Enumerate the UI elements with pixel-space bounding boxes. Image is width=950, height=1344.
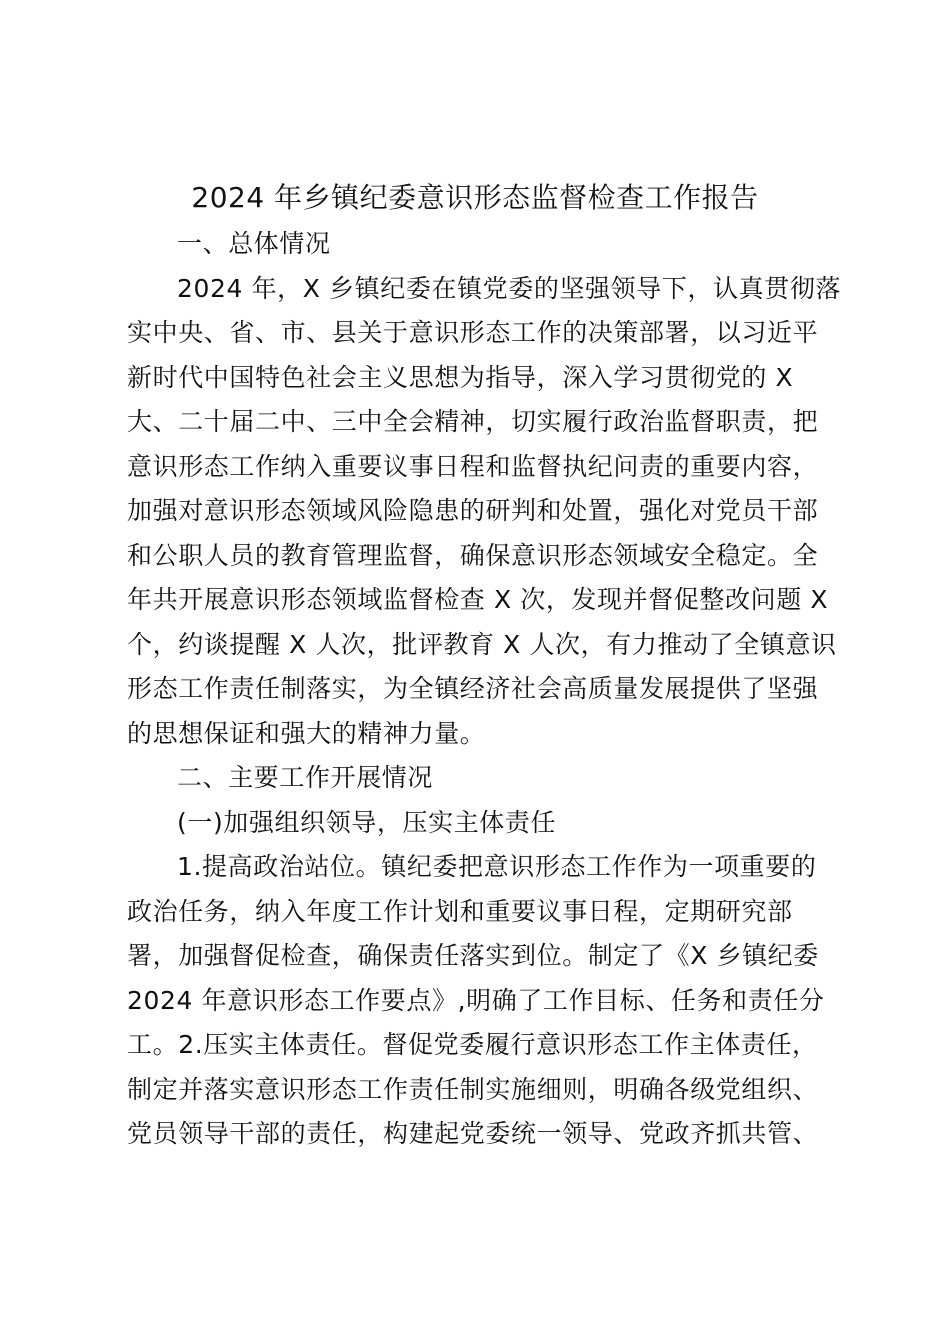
section-heading-overview: 一、总体情况 <box>177 229 331 258</box>
paragraph-line: 署，加强督促检查，确保责任落实到位。制定了《X 乡镇纪委 <box>127 941 819 970</box>
paragraph-line: 个，约谈提醒 X 人次，批评教育 X 人次，有力推动了全镇意识 <box>127 630 837 659</box>
subsection-heading: (一)加强组织领导，压实主体责任 <box>177 808 557 837</box>
paragraph-line: 党员领导干部的责任，构建起党委统一领导、党政齐抓共管、 <box>127 1119 819 1148</box>
paragraph-line: 形态工作责任制落实，为全镇经济社会高质量发展提供了坚强 <box>127 674 819 703</box>
paragraph-line: 实中央、省、市、县关于意识形态工作的决策部署，以习近平 <box>127 318 819 347</box>
paragraph-line: 的思想保证和强大的精神力量。 <box>127 719 486 748</box>
paragraph-line: 年共开展意识形态领域监督检查 X 次，发现并督促整改问题 X <box>127 585 829 614</box>
paragraph-line: 加强对意识形态领域风险隐患的研判和处置，强化对党员干部 <box>127 496 819 525</box>
paragraph-line: 1.提高政治站位。镇纪委把意识形态工作作为一项重要的 <box>177 852 817 881</box>
paragraph-line: 工。2.压实主体责任。督促党委履行意识形态工作主体责任， <box>127 1030 818 1059</box>
paragraph-line: 新时代中国特色社会主义思想为指导，深入学习贯彻党的 X <box>127 363 794 392</box>
document-title: 2024 年乡镇纪委意识形态监督检查工作报告 <box>191 181 759 214</box>
paragraph-line: 制定并落实意识形态工作责任制实施细则，明确各级党组织、 <box>127 1075 819 1104</box>
section-heading-main-work: 二、主要工作开展情况 <box>177 763 434 792</box>
paragraph-line: 意识形态工作纳入重要议事日程和监督执纪问责的重要内容， <box>127 452 819 481</box>
paragraph-line: 大、二十届二中、三中全会精神，切实履行政治监督职责，把 <box>127 407 819 436</box>
paragraph-line: 2024 年，X 乡镇纪委在镇党委的坚强领导下，认真贯彻落 <box>177 274 842 303</box>
paragraph-line: 2024 年意识形态工作要点》,明确了工作目标、任务和责任分 <box>127 986 825 1015</box>
paragraph-line: 政治任务，纳入年度工作计划和重要议事日程，定期研究部 <box>127 897 793 926</box>
paragraph-line: 和公职人员的教育管理监督，确保意识形态领域安全稳定。全 <box>127 541 819 570</box>
